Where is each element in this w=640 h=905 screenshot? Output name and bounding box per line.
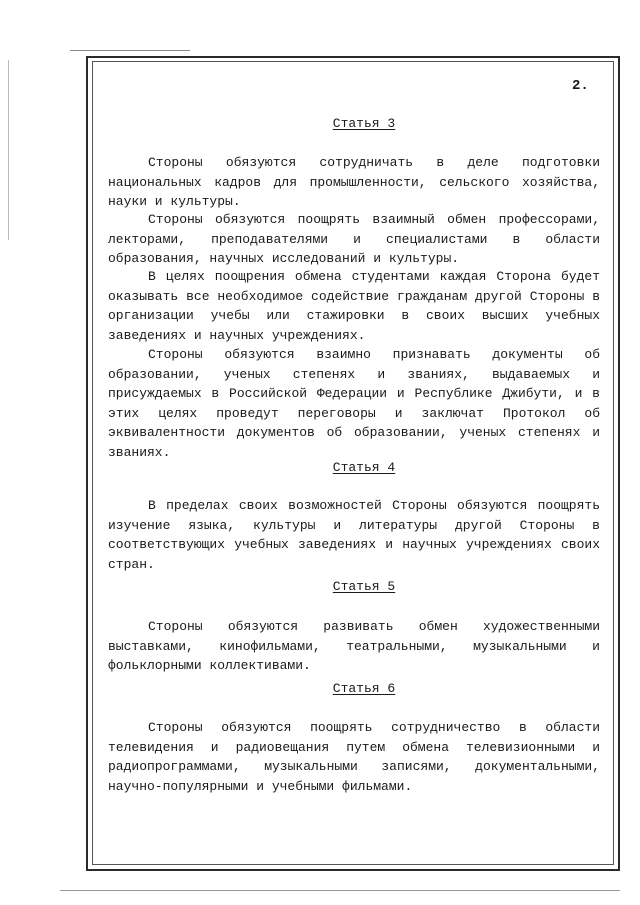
article-3-paragraph-4: Стороны обязуются взаимно признавать документы об образовании, ученых степенях и званиях, выдаваемых и присуждаемых в Российской Федерации и Республике Джибути, и в этих целях проведут переговоры и заключат Протокол об эквивалентности документов об образовании, ученых степенях и званиях. (108, 347, 600, 460)
article-4-paragraph-1: В пределах своих возможностей Стороны обязуются поощрять изучение языка, культуры и литературы другой Стороны в соответствующих учебных заведениях и научных учреждениях своих стран. (108, 498, 600, 572)
scan-mark-bottom (60, 890, 620, 891)
scan-mark-top (70, 50, 190, 51)
article-3-paragraph-2: Стороны обязуются поощрять взаимный обмен профессорами, лекторами, преподавателями и специалистами в области образования, научных исследований и культуры. (108, 212, 600, 267)
article-5-heading: Статья 5 (332, 579, 396, 594)
article-6-paragraph-1: Стороны обязуются поощрять сотрудничество в области телевидения и радиовещания путем обмена телевизионными и радиопрограммами, музыкальными записями, документальными, научно-популярными и учебными фильмами. (108, 720, 600, 794)
article-3-heading: Статья 3 (332, 116, 396, 131)
article-3-paragraph-3: В целях поощрения обмена студентами каждая Сторона будет оказывать все необходимое содействие гражданам другой Стороны в организации учебы или стажировки в своих высших учебных заведениях и научных учреждениях. (108, 269, 600, 343)
page-number: 2. (572, 78, 589, 94)
article-6-heading: Статья 6 (332, 681, 396, 696)
article-5-paragraph-1: Стороны обязуются развивать обмен художественными выставками, кинофильмами, театральными, музыкальными и фольклорными коллективами. (108, 619, 600, 674)
article-4-heading: Статья 4 (332, 460, 396, 475)
scan-mark-left (8, 60, 9, 240)
article-3-paragraph-1: Стороны обязуются сотрудничать в деле подготовки национальных кадров для промышленности, сельского хозяйства, науки и культуры. (108, 155, 600, 210)
